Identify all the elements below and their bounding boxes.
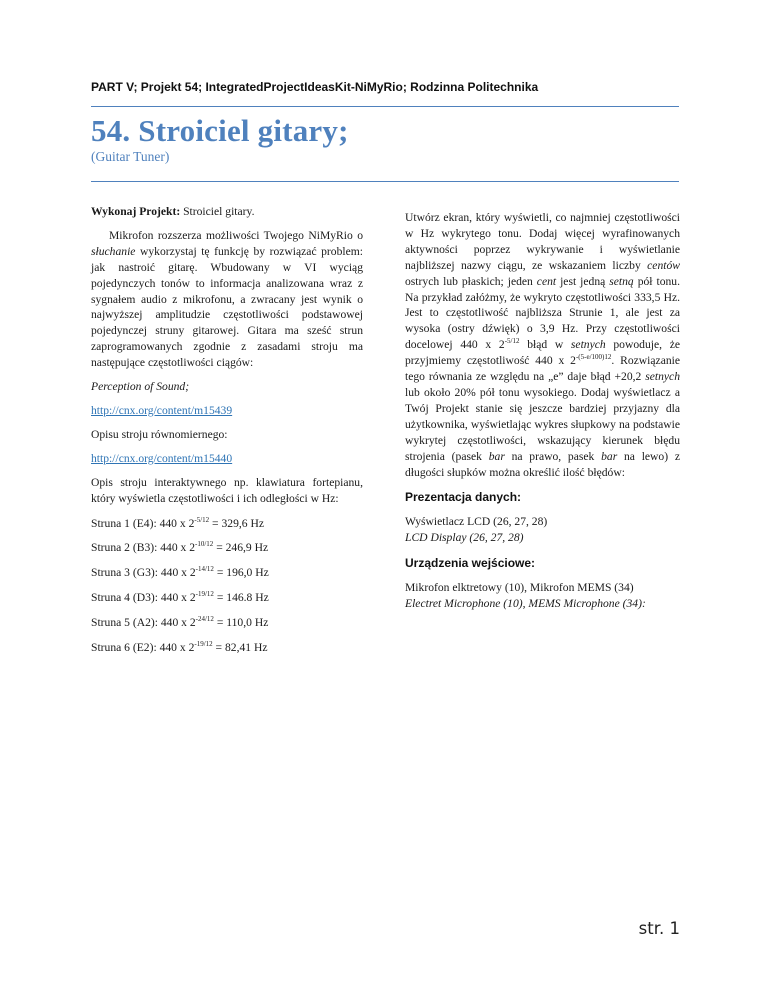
lead-label: Wykonaj Projekt: [91, 205, 181, 218]
left-column [91, 204, 363, 665]
desc-emphasis: bar [488, 449, 505, 463]
link-m15440[interactable]: http://cnx.org/content/m15440 [91, 451, 233, 465]
perception-label: Perception of Sound; [91, 380, 190, 394]
string-line [91, 516, 363, 532]
desc-exponent: -5/12 [504, 337, 520, 346]
desc-text: . Rozwiązanie tego równania ze względu na „e” daje błąd +20,2 [405, 354, 681, 384]
title-rule [91, 181, 679, 182]
string-exponent: -14/12 [195, 565, 214, 574]
lcd-line-en: LCD Display (26, 27, 28) [405, 531, 524, 545]
desc-text: błąd w [519, 338, 571, 352]
header-rule [91, 106, 679, 107]
running-header: PART V; Projekt 54; IntegratedProjectIdeasKit-NiMyRio; Rodzinna Politechnika [91, 80, 539, 94]
string-result: = 146.8 Hz [213, 591, 269, 605]
string-text: Struna 1 (E4): 440 x 2 [91, 516, 195, 530]
desc-text: ostrych lub płaskich; jeden [405, 274, 537, 288]
string-line [91, 615, 363, 631]
intro-emphasis: słuchanie [91, 244, 136, 258]
desc-emphasis: setną [609, 274, 634, 288]
page-title: 54. Stroiciel gitary; [91, 113, 349, 148]
string-text: Struna 2 (B3): 440 x 2 [91, 541, 196, 555]
string-text: Struna 4 (D3): 440 x 2 [91, 591, 196, 605]
desc-text: lub około 20% pół tonu wysokiego. Dodaj wyświetlacz a Twój Projekt stanie się jeszcze bardziej przyjazny dla użytkownika, wyświetlając wykres słupkowy na podstawie wykrytej częstotliwości, wskazujący kierunek błędu strojenia (pasek [405, 385, 680, 463]
string-result: = 110,0 Hz [213, 616, 269, 630]
opis-interaktywny: Opis stroju interaktywnego np. klawiatura fortepianu, który wyświetla częstotliwości i ich odległości w Hz: [91, 475, 363, 505]
section-heading-prezentacja: Prezentacja danych: [405, 490, 522, 505]
lcd-line-pl: Wyświetlacz LCD (26, 27, 28) [405, 515, 548, 529]
link-m15439[interactable]: http://cnx.org/content/m15439 [91, 403, 233, 417]
string-text: Struna 5 (A2): 440 x 2 [91, 616, 196, 630]
opis-stroju-label: Opisu stroju równomiernego: [91, 427, 228, 441]
section-heading-urzadzenia: Urządzenia wejściowe: [405, 556, 536, 571]
right-column [405, 210, 680, 612]
string-line [91, 640, 363, 656]
desc-emphasis: cent [536, 274, 557, 288]
string-line [91, 565, 363, 581]
string-result: = 196,0 Hz [213, 566, 269, 580]
string-exponent: -5/12 [194, 515, 210, 524]
lead-text: Stroiciel gitary. [180, 205, 255, 218]
mic-line-pl: Mikrofon elktretowy (10), Mikrofon MEMS (34) [405, 581, 634, 595]
mic-line-en: Electret Microphone (10), MEMS Microphone (34): [405, 596, 646, 610]
desc-text: na prawo, pasek [504, 449, 602, 463]
desc-emphasis: bar [601, 449, 618, 463]
page-number: str. 1 [638, 919, 680, 938]
string-exponent: -19/12 [194, 640, 213, 649]
string-exponent: -19/12 [195, 590, 214, 599]
desc-exponent: -(5-e/100)12 [575, 353, 612, 362]
string-exponent: -10/12 [195, 540, 214, 549]
desc-emphasis: setnych [645, 370, 680, 384]
string-list [91, 516, 363, 656]
string-text: Struna 3 (G3): 440 x 2 [91, 566, 196, 580]
desc-text: na lewo) z długości słupków można określić ilość błędów: [405, 449, 680, 479]
tuner-description [405, 210, 680, 480]
desc-text: Utwórz ekran, który wyświetli, co najmniej częstotliwości w Hz wykrytego tonu. Dodaj więcej wyrafinowanych aktywności poprzez wykrywanie i wyświetlanie najbliższej nazwy ciągu, ze wskazaniem liczby [405, 211, 680, 272]
string-exponent: -24/12 [195, 615, 214, 624]
intro-text-b: wykorzystaj tę funkcję by rozwiązać problem: jak nastroić gitarę. Wbudowany w VI wyciąg pojedynczych tonów to informacja analizowana wraz z sygnałem audio z mikrofonu, a zwracany jest wynik o najwyższej amplitudzie częstotliwości podstawowej pojedynczej struny gitarowej. Gitara ma sześć strun zaprogramowanych zgodnie z zasadami stroju ma następujące częstotliwości ciągów: [91, 244, 363, 370]
string-line [91, 540, 363, 556]
string-line [91, 590, 363, 606]
intro-paragraph [91, 228, 363, 371]
desc-emphasis: setnych [570, 338, 606, 352]
string-result: = 329,6 Hz [209, 516, 264, 530]
string-result: = 246,9 Hz [213, 541, 269, 555]
page-subtitle: (Guitar Tuner) [91, 149, 170, 164]
intro-text-a: Mikrofon rozszerza możliwości Twojego NiMyRio o [109, 228, 363, 242]
string-text: Struna 6 (E2): 440 x 2 [91, 641, 195, 655]
desc-text: jest jedną [556, 274, 610, 288]
project-lead [91, 204, 363, 220]
string-result: = 82,41 Hz [212, 641, 268, 655]
desc-text: pół tonu. Na przykład załóżmy, że wykryto częstotliwości 333,5 Hz. Jest to częstotliwość najbliższa Strunie 1, ale jest za wysoka (ostry dźwięk) o 3,9 Hz. Przy częstotliwości docelowej 440 x 2 [405, 274, 680, 352]
desc-emphasis: centów [647, 258, 680, 272]
desc-text: powoduje, że przyjmiemy częstotliwość 440 x 2 [405, 338, 680, 368]
